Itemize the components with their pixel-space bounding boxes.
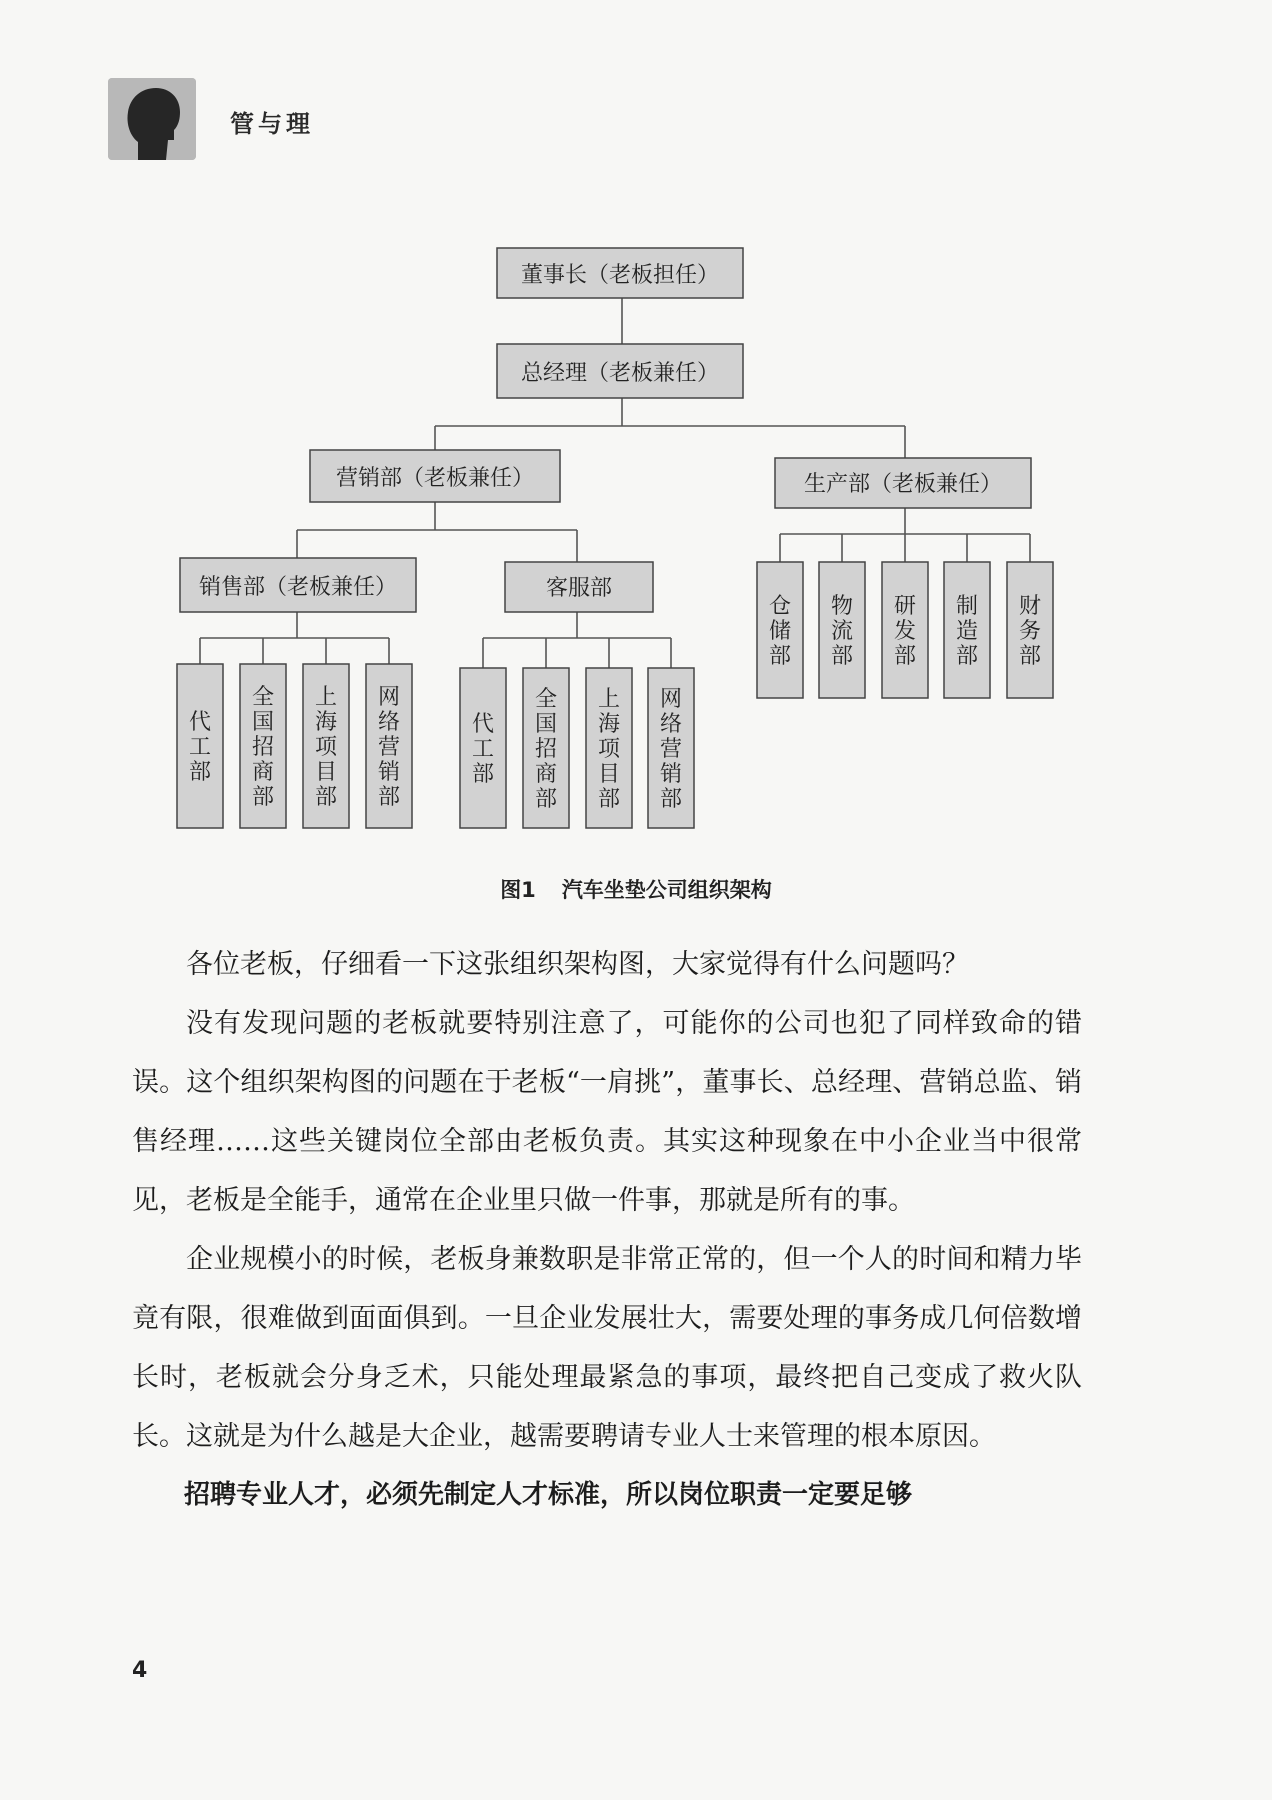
- production-units: [757, 562, 1053, 698]
- paragraph: 没有发现问题的老板就要特别注意了，可能你的公司也犯了同样致命的错误。这个组织架构图的问题在于老板“一肩挑”，董事长、总经理、营销总监、销售经理……这些关键岗位全部由老板负责。其实这种现象在中小企业当中很常见，老板是全能手，通常在企业里只做一件事，那就是所有的事。: [132, 1008, 1082, 1216]
- org-unit-production-1: [757, 562, 803, 698]
- org-unit-label: 物流部: [830, 594, 854, 669]
- org-unit-service-1: [460, 668, 506, 828]
- org-unit-label: 网络营销部: [659, 687, 683, 812]
- org-unit-label: 代工部: [471, 712, 495, 787]
- node-production: [775, 458, 1031, 508]
- org-unit-service-3: [586, 668, 632, 828]
- bold-paragraph: 招聘专业人才，必须先制定人才标准，所以岗位职责一定要足够: [184, 1480, 913, 1510]
- org-unit-production-2: [819, 562, 865, 698]
- service-units: [460, 668, 694, 828]
- node-sales-label: 销售部（老板兼任）: [198, 575, 398, 600]
- paragraph: 各位老板，仔细看一下这张组织架构图，大家觉得有什么问题吗？: [186, 949, 969, 980]
- running-header-title: 管与理: [230, 110, 314, 138]
- node-sales: [180, 558, 416, 612]
- node-customer-service: [505, 562, 653, 612]
- node-customer-service-label: 客服部: [545, 576, 613, 601]
- org-unit-label: 仓储部: [768, 594, 792, 669]
- body-text: [132, 935, 1082, 1525]
- sales-units: [177, 664, 412, 828]
- org-unit-label: 上海项目部: [597, 687, 621, 812]
- page-number: 4: [132, 1658, 148, 1683]
- org-unit-sales-3: [303, 664, 349, 828]
- node-chairman: [497, 248, 743, 298]
- node-general-manager: [497, 344, 743, 398]
- figure-number: 图1: [500, 878, 536, 902]
- node-production-label: 生产部（老板兼任）: [803, 472, 1003, 497]
- org-unit-label: 全国招商部: [251, 685, 275, 810]
- paragraph: 企业规模小的时候，老板身兼数职是非常正常的，但一个人的时间和精力毕竟有限，很难做到面面俱到。一旦企业发展壮大，需要处理的事务成几何倍数增长时，老板就会分身乏术，只能处理最紧急的事项，最终把自己变成了救火队长。这就是为什么越是大企业，越需要聘请专业人士来管理的根本原因。: [132, 1244, 1082, 1452]
- org-unit-label: 研发部: [893, 594, 917, 669]
- org-unit-label: 网络营销部: [377, 685, 401, 810]
- org-unit-service-4: [648, 668, 694, 828]
- org-unit-service-2: [523, 668, 569, 828]
- org-unit-production-4: [944, 562, 990, 698]
- node-marketing: [310, 450, 560, 502]
- org-unit-production-3: [882, 562, 928, 698]
- org-unit-label: 财务部: [1018, 594, 1042, 669]
- org-unit-label: 全国招商部: [534, 687, 558, 812]
- org-unit-label: 代工部: [188, 710, 212, 785]
- org-unit-sales-4: [366, 664, 412, 828]
- node-chairman-label: 董事长（老板担任）: [520, 263, 720, 288]
- node-general-manager-label: 总经理（老板兼任）: [520, 361, 720, 386]
- org-unit-label: 制造部: [955, 594, 979, 669]
- org-unit-sales-2: [240, 664, 286, 828]
- figure-caption: [0, 874, 1272, 904]
- node-marketing-label: 营销部（老板兼任）: [335, 466, 535, 491]
- org-unit-sales-1: [177, 664, 223, 828]
- figure-title: 汽车坐垫公司组织架构: [561, 878, 772, 902]
- org-unit-production-5: [1007, 562, 1053, 698]
- org-unit-label: 上海项目部: [314, 685, 338, 810]
